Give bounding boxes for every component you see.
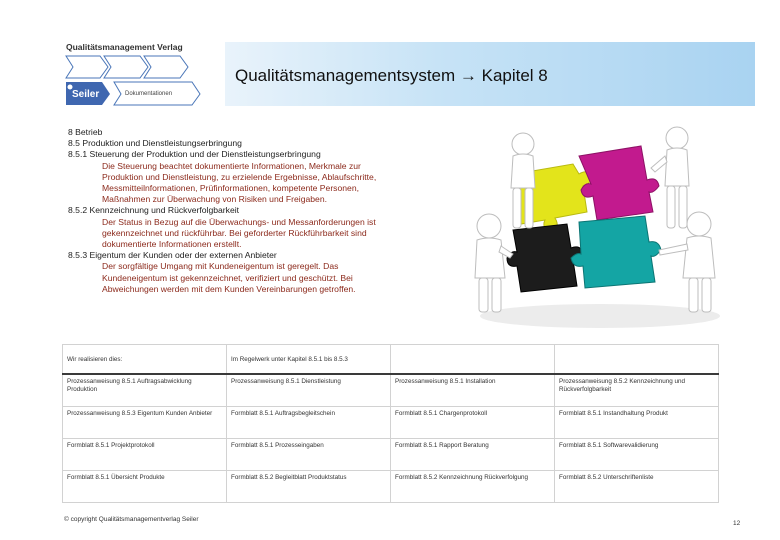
page-number: 12 (733, 520, 741, 527)
arrow-right-icon: → (455, 66, 482, 85)
logo-caption: Dokumentationen (125, 91, 173, 97)
section-text-line: dokumentierte Informationen erstellt. (102, 239, 242, 250)
table-cell-document-link[interactable]: Prozessanweisung 8.5.1 Dienstleistung (227, 374, 391, 407)
logo-title: Qualitätsmanagement Verlag (66, 42, 183, 52)
table-row (63, 471, 719, 503)
section-heading: 8.5.3 Eigentum der Kunden oder der externen Anbieter (68, 250, 277, 261)
table-header-cell (555, 345, 719, 375)
table-cell-document-link[interactable]: Formblatt 8.5.1 Prozesseingaben (227, 439, 391, 471)
section-text-line: Die Steuerung beachtet dokumentierte Informationen, Merkmale zur (102, 160, 361, 171)
floor-shadow (480, 304, 720, 328)
reference-table (62, 344, 719, 503)
table-header-cell: Im Regelwerk unter Kapitel 8.5.1 bis 8.5.3 (227, 345, 391, 375)
table-cell-document-link[interactable]: Formblatt 8.5.1 Softwarevalidierung (555, 439, 719, 471)
section-heading: 8 Betrieb (68, 127, 103, 137)
section-text-line: Kundeneigentum ist gekennzeichnet, verifiziert und geschützt. Bei (102, 272, 353, 283)
table-cell-document-link[interactable]: Formblatt 8.5.1 Übersicht Produkte (63, 471, 227, 503)
section-heading: 8.5 Produktion und Dienstleistungserbringung (68, 138, 242, 149)
section-text-line: Maßnahmen zur Überwachung von Risiken und Freigaben. (102, 194, 327, 205)
table-header-cell (391, 345, 555, 375)
table-header-cell: Wir realisieren dies: (63, 345, 227, 375)
section-text-line: Produktion und Dienstleistung, zu erzielende Ergebnisse, Ablaufschritte, (102, 171, 377, 182)
table-cell-document-link[interactable]: Prozessanweisung 8.5.2 Kennzeichnung und Rückverfolgbarkeit (555, 374, 719, 407)
table-cell-document-link[interactable]: Prozessanweisung 8.5.1 Installation (391, 374, 555, 407)
table-cell-document-link[interactable]: Formblatt 8.5.1 Projektprotokoll (63, 439, 227, 471)
section-heading: 8.5.2 Kennzeichnung und Rückverfolgbarkeit (68, 205, 240, 216)
table-row (63, 407, 719, 439)
copyright-footer: © copyright Qualitätsmanagementverlag Seiler (64, 516, 199, 523)
chapter-text (68, 127, 448, 295)
logo-company-name: Seiler (72, 89, 100, 100)
table-cell-document-link[interactable]: Formblatt 8.5.2 Unterschriftenliste (555, 471, 719, 503)
section-text-line: gekennzeichnet und rückführbar. Bei geforderter Rückführbarkeit sind (102, 227, 367, 238)
chapter-title-text: Qualitätsmanagementsystem → Kapitel 8 (235, 66, 548, 85)
chapter-title (235, 66, 548, 86)
section-text-line: Der sorgfältige Umgang mit Kundeneigentum ist geregelt. Das (102, 261, 339, 272)
table-cell-document-link[interactable]: Formblatt 8.5.2 Begleitblatt Produktstatus (227, 471, 391, 503)
puzzle-piece-magenta (579, 146, 659, 220)
table-cell-document-link[interactable]: Prozessanweisung 8.5.1 Auftragsabwicklung Produktion (63, 374, 227, 407)
table-cell-document-link[interactable]: Formblatt 8.5.2 Kennzeichnung Rückverfolgung (391, 471, 555, 503)
puzzle-piece-teal (571, 216, 661, 288)
section-heading: 8.5.1 Steuerung der Produktion und der Dienstleistungserbringung (68, 149, 321, 160)
teamwork-puzzle-illustration (455, 116, 745, 331)
table-cell-document-link[interactable]: Prozessanweisung 8.5.3 Eigentum Kunden Anbieter (63, 407, 227, 439)
table-cell-document-link[interactable]: Formblatt 8.5.1 Chargenprotokoll (391, 407, 555, 439)
section-text-line: Abweichungen werden mit dem Kunden Vereinbarungen getroffen. (102, 283, 356, 294)
chapter-banner (225, 42, 755, 106)
table-header-row (63, 345, 719, 375)
table-cell-document-link[interactable]: Formblatt 8.5.1 Instandhaltung Produkt (555, 407, 719, 439)
table-cell-document-link[interactable]: Formblatt 8.5.1 Auftragsbegleitschein (227, 407, 391, 439)
section-text-line: Messmitteilnformationen, Prüfinformationen, kompetente Personen, (102, 183, 359, 194)
table-row (63, 374, 719, 407)
publisher-logo (62, 40, 212, 106)
table-cell-document-link[interactable]: Formblatt 8.5.1 Rapport Beratung (391, 439, 555, 471)
section-text-line: Der Status in Bezug auf die Überwachungs- und Messanforderungen ist (102, 216, 376, 227)
table-row (63, 439, 719, 471)
